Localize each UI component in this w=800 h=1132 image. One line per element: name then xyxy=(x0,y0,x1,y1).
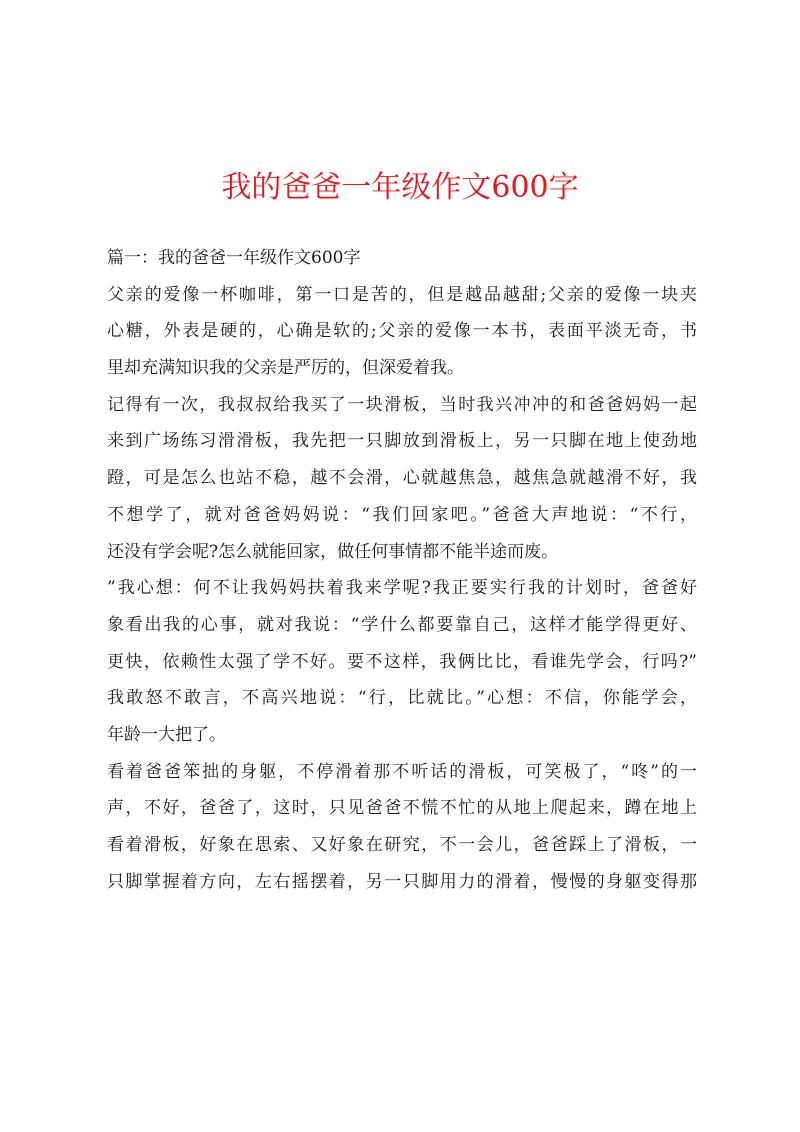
text-line: 记得有一次，我叔叔给我买了一块滑板，当时我兴冲冲的和爸爸妈妈一起 xyxy=(107,394,697,415)
text-line: ”我心想：何不让我妈妈扶着我来学呢?我正要实行我的计划时，爸爸好 xyxy=(107,578,697,599)
text-line: 不想学了，就对爸爸妈妈说：“我们回家吧。”爸爸大声地说：“不行， xyxy=(107,504,697,525)
text-line: 心糖，外表是硬的，心确是软的;父亲的爱像一本书，表面平淡无奇，书 xyxy=(107,321,697,342)
text-line: 声，不好，爸爸了，这时，只见爸爸不慌不忙的从地上爬起来，蹲在地上 xyxy=(107,798,697,819)
text-line: 还没有学会呢?怎么就能回家，做任何事情都不能半途而废。 xyxy=(107,541,559,562)
document-body xyxy=(107,240,697,900)
text-line: 里却充满知识我的父亲是严厉的，但深爱着我。 xyxy=(107,358,464,379)
text-line: 只脚掌握着方向，左右摇摆着，另一只脚用力的滑着，慢慢的身躯变得那 xyxy=(107,871,697,892)
text-line: 看着滑板，好象在思索、又好象在研究，不一会儿，爸爸踩上了滑板，一 xyxy=(107,835,697,855)
text-line: 来到广场练习滑滑板，我先把一只脚放到滑板上，另一只脚在地上使劲地 xyxy=(107,431,697,452)
text-line: 父亲的爱像一杯咖啡，第一口是苦的，但是越品越甜;父亲的爱像一块夹 xyxy=(107,284,697,305)
text-line: 象看出我的心事，就对我说：“学什么都要靠自己，这样才能学得更好、 xyxy=(107,614,697,635)
text-line: 篇一：我的爸爸一年级作文600字 xyxy=(107,248,361,268)
text-line: 年龄一大把了。 xyxy=(107,724,226,745)
text-line: 蹬，可是怎么也站不稳，越不会滑，心就越焦急，越焦急就越滑不好，我 xyxy=(107,468,697,489)
text-line: 我敢怒不敢言，不高兴地说：“行，比就比。”心想：不信，你能学会， xyxy=(107,688,697,709)
text-line: 更快，依赖性太强了学不好。要不这样，我俩比比，看谁先学会，行吗?” xyxy=(107,651,697,672)
document-title: 我的爸爸一年级作文600字 xyxy=(221,170,579,205)
text-line: 看着爸爸笨拙的身躯，不停滑着那不听话的滑板，可笑极了，“咚”的一 xyxy=(107,761,697,782)
